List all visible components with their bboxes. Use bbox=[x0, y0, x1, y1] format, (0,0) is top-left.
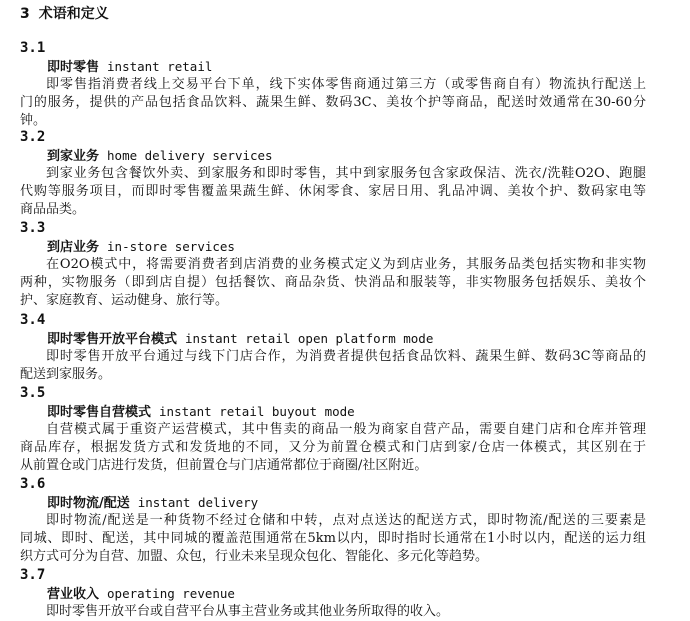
definition-line: 代购等服务项目，而即时零售覆盖果蔬生鲜、休闲零食、家居日用、乳品冲调、美妆个护、数码家电等 bbox=[20, 184, 646, 200]
entry-number: 3.1 bbox=[20, 40, 46, 56]
entry-number: 3.7 bbox=[20, 567, 46, 583]
section-number: 3 bbox=[20, 6, 30, 22]
term-heading bbox=[47, 494, 258, 513]
term-chinese: 即时物流/配送 bbox=[47, 496, 130, 511]
definition-line: 自营模式属于重资产运营模式，其中售卖的商品一般为商家自营产品，需要自建门店和仓库并管理 bbox=[46, 422, 646, 437]
definition-line: 商品库存，根据发货方式和发货地的不同，又分为前置仓模式和门店到家/仓店一体模式，其区别在于 bbox=[20, 440, 646, 456]
definition-line: 即零售指消费者线上交易平台下单，线下实体零售商通过第三方（或零售商自有）物流执行配送上 bbox=[46, 77, 646, 92]
term-chinese: 到店业务 bbox=[47, 240, 100, 255]
definition-line: 门的服务，提供的产品包括食品饮料、蔬果生鲜、数码3C、美妆个护等商品，配送时效通常在30-60分 bbox=[20, 95, 646, 111]
entry-number: 3.4 bbox=[20, 312, 46, 328]
term-definition bbox=[20, 512, 646, 567]
term-english: instant retail buyout mode bbox=[159, 404, 355, 419]
definition-line: 到家业务包含餐饮外卖、到家服务和即时零售，其中到家服务包含家政保洁、洗衣/洗鞋O2O、跑腿 bbox=[46, 166, 646, 181]
term-english: in-store services bbox=[107, 239, 235, 254]
term-chinese: 到家业务 bbox=[47, 149, 100, 164]
section-heading bbox=[20, 5, 109, 23]
entry-number: 3.5 bbox=[20, 385, 46, 401]
definition-line: 在O2O模式中，将需要消费者到店消费的业务模式定义为到店业务，其服务品类包括实物和非实物 bbox=[46, 257, 646, 272]
definition-line: 织方式可分为自营、加盟、众包，行业未来呈现众包化、智能化、多元化等趋势。 bbox=[20, 549, 489, 565]
definition-line: 即时零售开放平台通过与线下门店合作，为消费者提供包括食品饮料、蔬果生鲜、数码3C等商品的 bbox=[46, 349, 646, 364]
term-heading bbox=[47, 585, 235, 604]
term-definition bbox=[20, 165, 646, 220]
term-english: home delivery services bbox=[107, 148, 273, 163]
term-english: instant retail bbox=[107, 59, 213, 74]
definition-line: 商品品类。 bbox=[20, 202, 86, 218]
term-heading bbox=[47, 403, 355, 422]
term-english: operating revenue bbox=[107, 586, 235, 601]
entry-number: 3.6 bbox=[20, 476, 46, 492]
definition-line: 即时零售开放平台或自营平台从事主营业务或其他业务所取得的收入。 bbox=[46, 604, 450, 619]
term-definition bbox=[20, 256, 646, 311]
term-chinese: 即时零售 bbox=[47, 60, 100, 75]
term-heading bbox=[47, 58, 212, 77]
term-english: instant delivery bbox=[137, 495, 259, 510]
term-heading bbox=[47, 330, 433, 349]
term-heading bbox=[47, 147, 273, 166]
definition-line: 护、家庭教育、运动健身、旅行等。 bbox=[20, 293, 229, 309]
definition-line: 两种，实物服务（即到店自提）包括餐饮、商品杂货、快消品和服装等，非实物服务包括娱乐、美妆个 bbox=[20, 275, 646, 291]
term-chinese: 即时零售开放平台模式 bbox=[47, 332, 178, 347]
term-english: instant retail open platform mode bbox=[185, 331, 434, 346]
entry-number: 3.3 bbox=[20, 220, 46, 236]
definition-line: 从前置仓或门店进行发货，但前置仓与门店通常都位于商圈/社区附近。 bbox=[20, 458, 428, 474]
term-definition bbox=[20, 348, 646, 384]
definition-line: 配送到家服务。 bbox=[20, 367, 112, 383]
term-chinese: 即时零售自营模式 bbox=[47, 405, 152, 420]
term-chinese: 营业收入 bbox=[47, 587, 100, 602]
term-heading bbox=[47, 238, 235, 257]
definition-line: 同城、即时、配送，其中同城的覆盖范围通常在5km以内，即时指时长通常在1小时以内，配送的运力组 bbox=[20, 531, 646, 547]
section-title: 术语和定义 bbox=[38, 6, 109, 22]
definition-line: 钟。 bbox=[20, 113, 47, 129]
term-definition bbox=[20, 76, 646, 131]
term-definition bbox=[20, 421, 646, 476]
definition-line: 即时物流/配送是一种货物不经过仓储和中转，点对点送达的配送方式，即时物流/配送的三要素是 bbox=[46, 513, 646, 528]
entry-number: 3.2 bbox=[20, 129, 46, 145]
term-definition bbox=[20, 603, 646, 621]
